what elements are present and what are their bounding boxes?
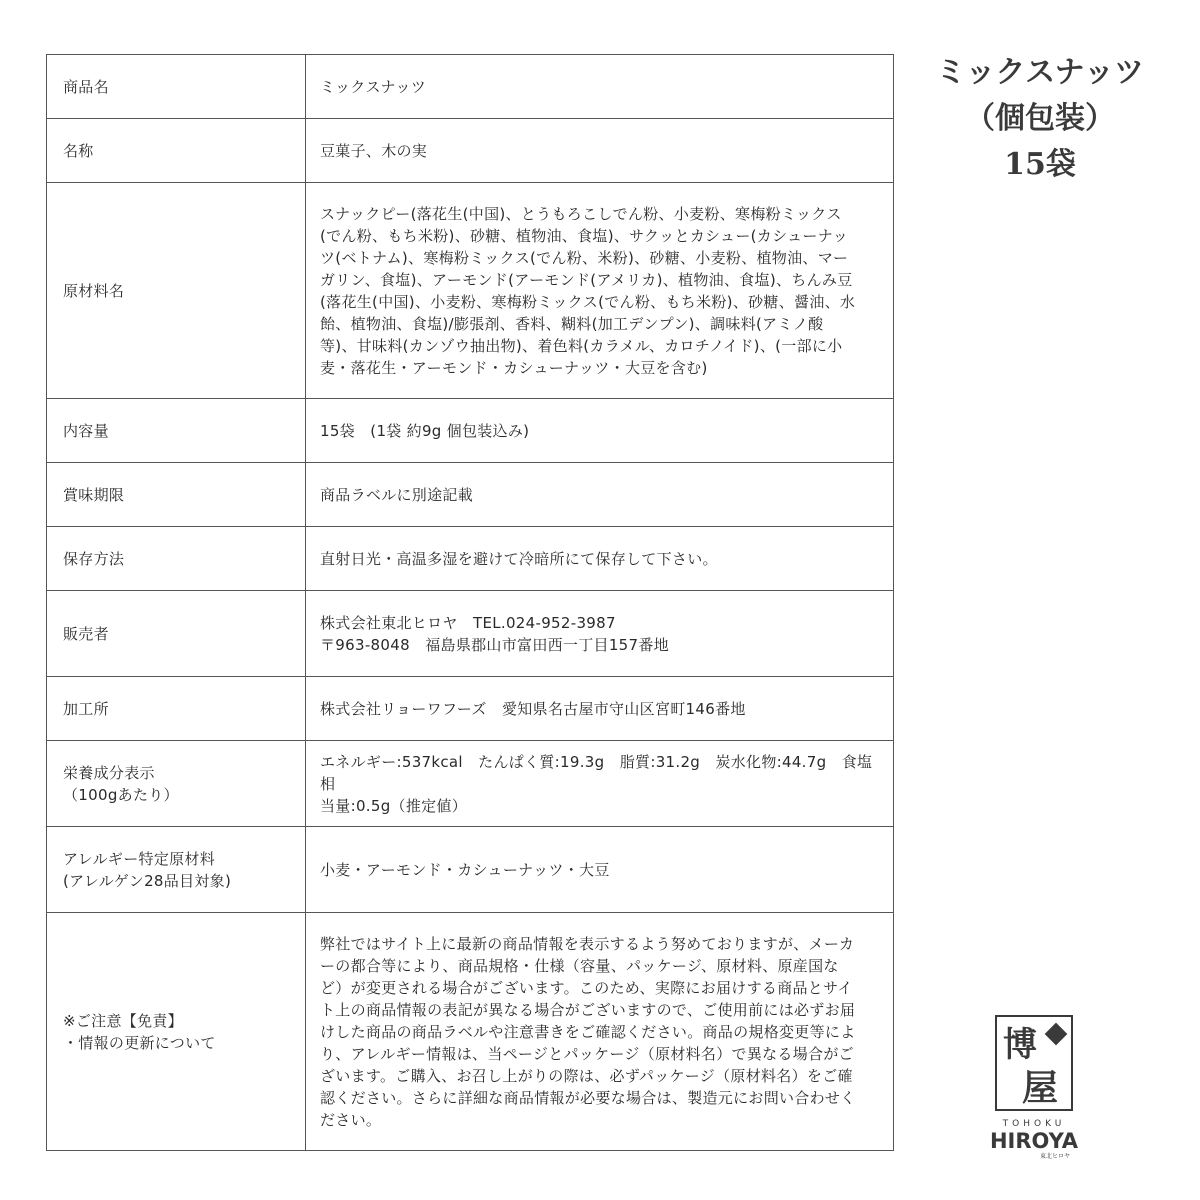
row-value: 商品ラベルに別途記載 xyxy=(306,463,894,527)
row-label: 賞味期限 xyxy=(47,463,306,527)
table-row-quantity xyxy=(47,399,894,463)
table-row-seller xyxy=(47,591,894,677)
logo-text-hiroya: HIROYA xyxy=(990,1129,1078,1153)
product-title xyxy=(930,50,1150,188)
row-label: 栄養成分表示 （100gあたり） xyxy=(47,741,306,827)
logo-kanji-1: 博 xyxy=(1003,1025,1037,1065)
table-row-product-name xyxy=(47,55,894,119)
row-value: 株式会社リョーワフーズ 愛知県名古屋市守山区宮町146番地 xyxy=(306,677,894,741)
row-value: スナックピー(落花生(中国)、とうもろこしでん粉、小麦粉、寒梅粉ミックス (でん粉、もち米粉)、砂糖、植物油、食塩)、サクッとカシュー(カシューナッ ツ(ベトナム)、寒梅粉ミックス(でん粉、米粉)、砂糖、小麦粉、植物油、マー ガリン、食塩)、アーモンド(アーモンド(アメリカ)、植物油、食塩)、ちんみ豆 (落花生(中国)、小麦粉、寒梅粉ミックス(でん粉、もち米粉)、砂糖、醤油、水 飴、植物油、食塩)/膨張剤、香料、糊料(加工デンプン)、調味料(アミノ酸 等)、甘味料(カンゾウ抽出物)、着色料(カラメル、カロチノイド)、(一部に小 麦・落花生・アーモンド・カシューナッツ・大豆を含む) xyxy=(306,183,894,399)
row-label: 原材料名 xyxy=(47,183,306,399)
tohoku-hiroya-logo xyxy=(990,1012,1078,1162)
table-row-name xyxy=(47,119,894,183)
row-value: エネルギー:537kcal たんぱく質:19.3g 脂質:31.2g 炭水化物:44.7g 食塩相 当量:0.5g（推定値） xyxy=(306,741,894,827)
row-value: 豆菓子、木の実 xyxy=(306,119,894,183)
row-label: 商品名 xyxy=(47,55,306,119)
table-row-storage xyxy=(47,527,894,591)
row-label: ※ご注意【免責】 ・情報の更新について xyxy=(47,913,306,1151)
logo-text-small: 東北ヒロヤ xyxy=(1039,1153,1070,1160)
title-line-1: ミックスナッツ xyxy=(936,55,1144,90)
title-line-3: 15袋 xyxy=(1004,147,1076,182)
table-row-ingredients xyxy=(47,183,894,399)
table-row-expiry xyxy=(47,463,894,527)
row-label: アレルギー特定原材料 (アレルゲン28品目対象) xyxy=(47,827,306,913)
table-row-nutrition xyxy=(47,741,894,827)
table-row-processor xyxy=(47,677,894,741)
row-value: 小麦・アーモンド・カシューナッツ・大豆 xyxy=(306,827,894,913)
table-row-allergens xyxy=(47,827,894,913)
logo-diamond-icon xyxy=(1045,1023,1068,1046)
row-value: 15袋 (1袋 約9g 個包装込み) xyxy=(306,399,894,463)
logo-text-tohoku: TOHOKU xyxy=(1002,1119,1066,1129)
product-spec-table xyxy=(46,54,894,1151)
row-value: 弊社ではサイト上に最新の商品情報を表示するよう努めておりますが、メーカ ーの都合等により、商品規格・仕様（容量、パッケージ、原材料、原産国な ど）が変更される場合がございます。このため、実際にお届けする商品とサイ ト上の商品情報の表記が異なる場合がございますので、ご使用前には必ずお届 けした商品の商品ラベルや注意書きをご確認ください。商品の規格変更等によ り、アレルギー情報は、当ページとパッケージ（原材料名）で異なる場合がご ざいます。ご購入、お召し上がりの際は、必ずパッケージ（原材料名）をご確 認ください。さらに詳細な商品情報が必要な場合は、製造元にお問い合わせく ださい。 xyxy=(306,913,894,1151)
table-row-disclaimer xyxy=(47,913,894,1151)
row-label: 内容量 xyxy=(47,399,306,463)
logo-kanji-2: 屋 xyxy=(1021,1067,1059,1109)
row-label: 名称 xyxy=(47,119,306,183)
row-label: 加工所 xyxy=(47,677,306,741)
row-label: 保存方法 xyxy=(47,527,306,591)
row-value: 株式会社東北ヒロヤ TEL.024-952-3987 〒963-8048 福島県郡山市富田西一丁目157番地 xyxy=(306,591,894,677)
row-value: 直射日光・高温多湿を避けて冷暗所にて保存して下さい。 xyxy=(306,527,894,591)
row-label: 販売者 xyxy=(47,591,306,677)
title-line-2: （個包装） xyxy=(965,101,1115,136)
row-value: ミックスナッツ xyxy=(306,55,894,119)
